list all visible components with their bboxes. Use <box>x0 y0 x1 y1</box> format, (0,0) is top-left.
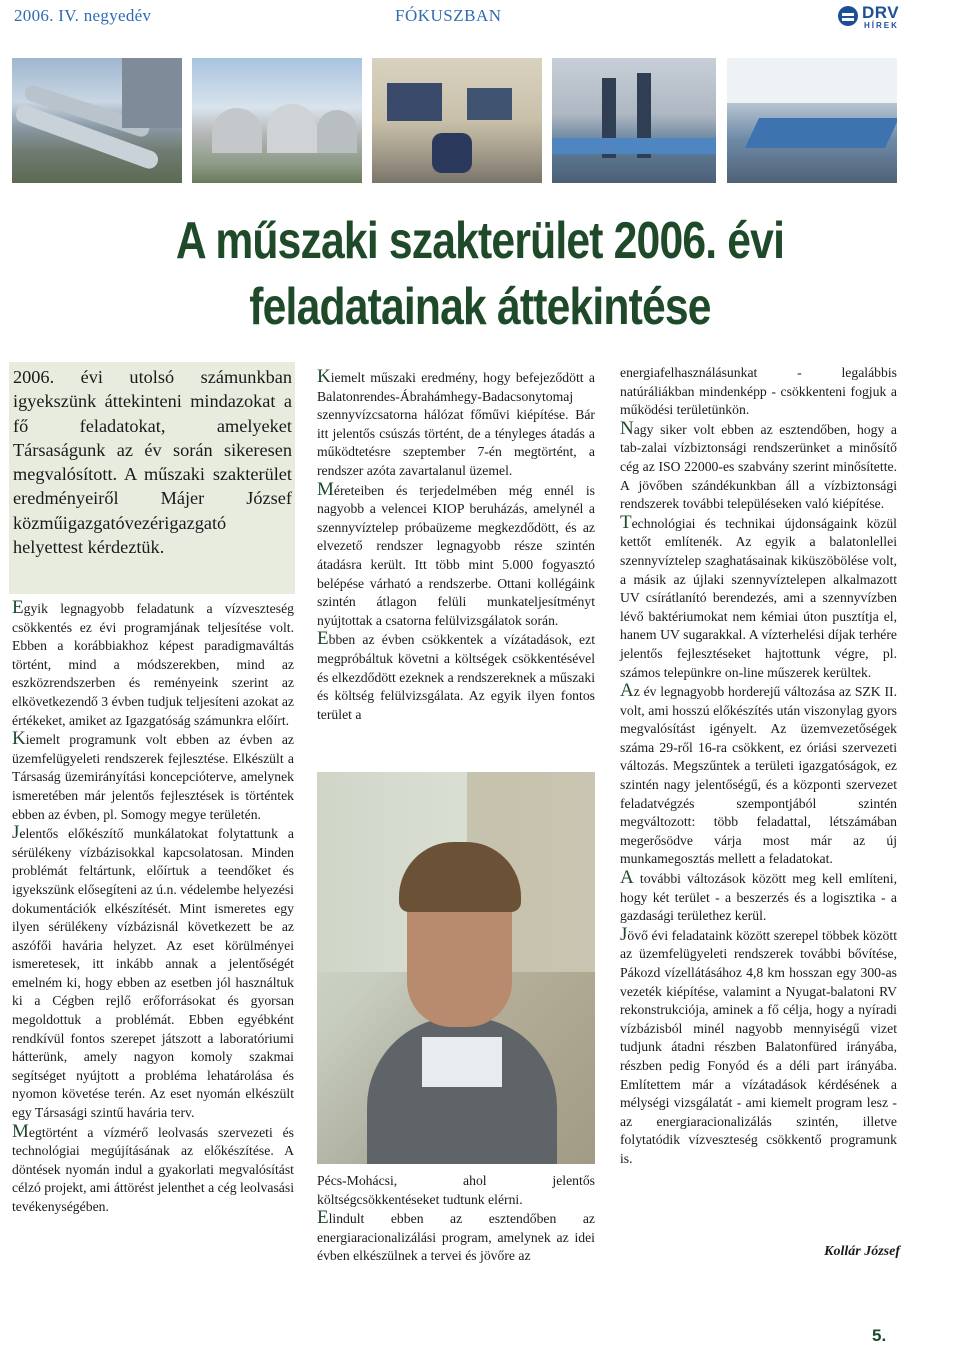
issue-label: 2006. IV. negyedév <box>14 6 152 25</box>
drop-letter: M <box>12 1120 29 1142</box>
paragraph <box>317 1172 595 1209</box>
paragraph <box>620 511 897 682</box>
page-number: 5. <box>872 1326 887 1345</box>
drop-letter: N <box>620 417 634 439</box>
paragraph-text: gyik legnagyobb feladatunk a vízveszteség csökkentés ez évi programjának teljesítése volt. Ebben a korábbiakhoz képest paradigmaváltás történt, mind a módszerekben, mind az eszközrendszerben és reményeink szerint az elkövetkezendő 3 évben tudjuk teljesíteni azokat az értékeket, amiket az Igazgatóság számunkra előírt. <box>12 601 295 728</box>
drop-letter: K <box>317 366 331 387</box>
portrait-photo <box>317 772 595 1164</box>
paragraph-text: további változások között meg kell említeni, hogy két terület - a beszerzés és a logisztika - a gazdasági területhez kerül. <box>620 871 897 924</box>
text-column-3 <box>620 364 897 1169</box>
drop-letter: E <box>12 597 24 618</box>
paragraph <box>620 923 897 1169</box>
paragraph <box>12 1120 294 1217</box>
photo-pump-hall <box>727 58 897 183</box>
paragraph <box>620 869 897 926</box>
author-signature: Kollár József <box>824 1244 900 1259</box>
paragraph <box>12 599 294 730</box>
paragraph-text: z év legnagyobb horderejű változása az SZK II. volt, ami hosszú előkészítés után viszonylag gyors megvalósítást igényelt. Az üzemvezetőségek száma 29-ről 16-ra csökkent, ez óriási szervezeti változás. Megszűntek a területi igazgatóságok, ez szintén nagy jelentőségű, és a központi szervezet feladatvégzés szempontjából szintén megváltozott: több feladattal, létszámában megerősödve várja most már az új munkamegosztás mellett a feladatokat. <box>620 684 897 867</box>
text-column-2 <box>317 368 595 724</box>
paragraph <box>317 368 595 481</box>
paragraph-text: agy siker volt ebben az esztendőben, hogy a tab-zalai vízbiztonsági rendszerünket a minősítő cég az ISO 22000-es szabvány szerint minősítette. A jövőben szándékunkban áll a vízbiztonsági rendszerek további településeken való kiépítése. <box>620 421 897 512</box>
photo-control-room <box>372 58 542 183</box>
drop-letter: J <box>12 822 20 844</box>
paragraph-text: Pécs-Mohácsi, ahol jelentős költségcsökkentéseket tudtunk elérni. <box>317 1173 595 1207</box>
article-title-line-1: A műszaki szakterület 2006. évi <box>175 212 785 270</box>
photo-pumps <box>552 58 716 183</box>
drop-letter: A <box>620 680 634 702</box>
paragraph-text: echnológiai és technikai újdonságaink közül kettőt említenék. Az egyik a balatonlellei szennyvíztelep szaghatásainak kiküszöbölése volt, a másik az újlaki szennyvíztelepen alkalmazott UV csírátlanító berendezés, ami a szennyvízben lévő baktériumokat nem kémiai úton pusztítja el, hanem UV sugarakkal. A vízterhelési díjak terhére jelentős fejlesztéseket hajtottunk végre, pl. számos telepünkre on-line műszerek kerültek. <box>620 515 897 680</box>
paragraph <box>12 730 294 824</box>
paragraph-text: övő évi feladataink között szerepel többek között az üzemfelügyeleti rendszerek további bővítése, Pákozd vízellátásához 4,8 km hosszan egy 300-as vezeték kiépítése, valamint a Nyugat-balatoni RV rekonstrukciója, aminek a fő célja, hogy a nyíradi vízbázisból minél nagyobb mennyiségű vizet tudjunk átadni részben Balatonfüred irányába, részben pedig Fonyód és a déli part irányába. Említettem már a vízátadások kérdésének a mélységi vizsgálatát - ami kiemelt program lesz - az energiaracionalizálás szintén, illetve folytatódik vízveszteség csökkentő programunk is. <box>620 927 897 1166</box>
article-title-line-2: feladatainak áttekintése <box>249 278 711 336</box>
paragraph <box>620 682 897 869</box>
photo-tanks <box>192 58 362 183</box>
drop-letter: E <box>317 628 329 650</box>
text-column-1 <box>12 599 294 1217</box>
logo-text: DRV <box>862 3 900 22</box>
paragraph-text: energiafelhasználásunkat - legalábbis natúráliákban mindenképp - csökkenteni fogjuk a működési területünkön. <box>620 365 897 418</box>
paragraph <box>317 1209 595 1266</box>
page-header <box>0 0 960 34</box>
paragraph-text: lindult ebben az esztendőben az energiaracionalizálási program, amelynek az idei évben elkészülnek a tervei és jövőre az <box>317 1211 595 1264</box>
paragraph-text: iemelt műszaki eredmény, hogy befejeződött a Balatonrendes-Ábrahámhegy-Badacsonytomaj szennyvízcsatorna hálózat főművi kiépítése. Bár itt jelentős csúszás történt, de a tényleges átadás a működtetésre szeptember 7-én megtörtént, a rendszer azóta zavartalanul üzemel. <box>317 370 595 478</box>
paragraph-text: iemelt programunk volt ebben az évben az üzemfelügyeleti rendszerek fejlesztése. Elkészült a Társaság üzemirányítási koncepcióterve, amelynek ismeretében már jelentős fejlesztések is történtek ebben az évben, pl. Somogy megye területén. <box>12 732 294 822</box>
drop-letter: T <box>620 511 632 533</box>
paragraph-text: éreteiben és terjedelmében még ennél is nagyobb a velencei KIOP beruházás, amelynél a szennyvíztelep próbaüzeme megkezdődött, és az elvezető rendszer legnagyobb része szintén átadásra került. Itt több mint 5.000 fogyasztó belépése várható a rendszerbe. Ottani kollégáink szintén átlagon felüli munkateljesítményt nyújtottak a csatorna felülvizsgálatok során. <box>317 482 595 628</box>
drv-logo <box>838 4 908 32</box>
article-lead: 2006. évi utolsó számunkban igyekszünk áttekinteni mindazokat a fő feladatokat, amelyeket Társaságunk az év során sikeresen megvalósított. A műszaki szakterület eredményeiről Májer József közműigazgatóvezérigazgató helyettest kérdeztük. <box>9 362 295 594</box>
paragraph <box>317 478 595 631</box>
paragraph-text: bben az évben csökkentek a vízátadások, ezt megpróbáltuk követni a költségek csökkentésével és elkezdődött ezeknek a rendszereknek a műszaki és költség felülvizsgálata. Az egyik ilyen fontos terület a <box>317 632 595 722</box>
drop-letter: M <box>317 478 334 500</box>
drop-letter: J <box>620 923 628 945</box>
text-column-2-bottom <box>317 1172 595 1266</box>
logo-subtext: HÍREK <box>864 21 899 30</box>
drv-emblem-icon <box>838 6 858 26</box>
drop-letter: A <box>620 867 634 889</box>
paragraph-text: elentős előkészítő munkálatokat folytattunk a sérülékeny vízbázisokkal kapcsolatosan. Minden problémát feltártunk, előírtuk a teendőket és igyekszünk elősegíteni az ú.n. védelembe helyezési dokumentációk elkészítését. Mint ismeretes egy ilyen sérülékeny vízbázisnál következett be az aszófői havária helyzet. Az eset körülményei ismeretesek, itt inkább annak a jelentőségét emelném ki, hogy ebben az esetben jól használtuk ki a Cégben rejlő erőforrásokat és gyorsan megoldottuk a problémát. Ebben egyébként rendkívül fontos szerepet játszott a laboratóriumi hátterünk, amely nagyon komoly szakmai segítséget nyújtott a probléma lehatárolása és nyomon követése terén. Az eset nyomán elkészült egy Társasági szintű havária terv. <box>12 826 294 1121</box>
section-label: FÓKUSZBAN <box>395 6 502 25</box>
paragraph <box>12 824 294 1123</box>
paragraph <box>620 417 897 514</box>
paragraph <box>620 364 897 420</box>
paragraph <box>317 630 595 724</box>
drop-letter: K <box>12 728 26 750</box>
drop-letter: E <box>317 1207 329 1229</box>
photo-pipes <box>12 58 182 183</box>
paragraph-text: egtörtént a vízmérő leolvasás szervezeti és technológiai megújításának az előkészítése. A döntések nyomán indul a gyakorlati megvalósítást célzó projekt, ami áttörést jelenthet a cég leolvasási tevékenységében. <box>12 1124 294 1214</box>
